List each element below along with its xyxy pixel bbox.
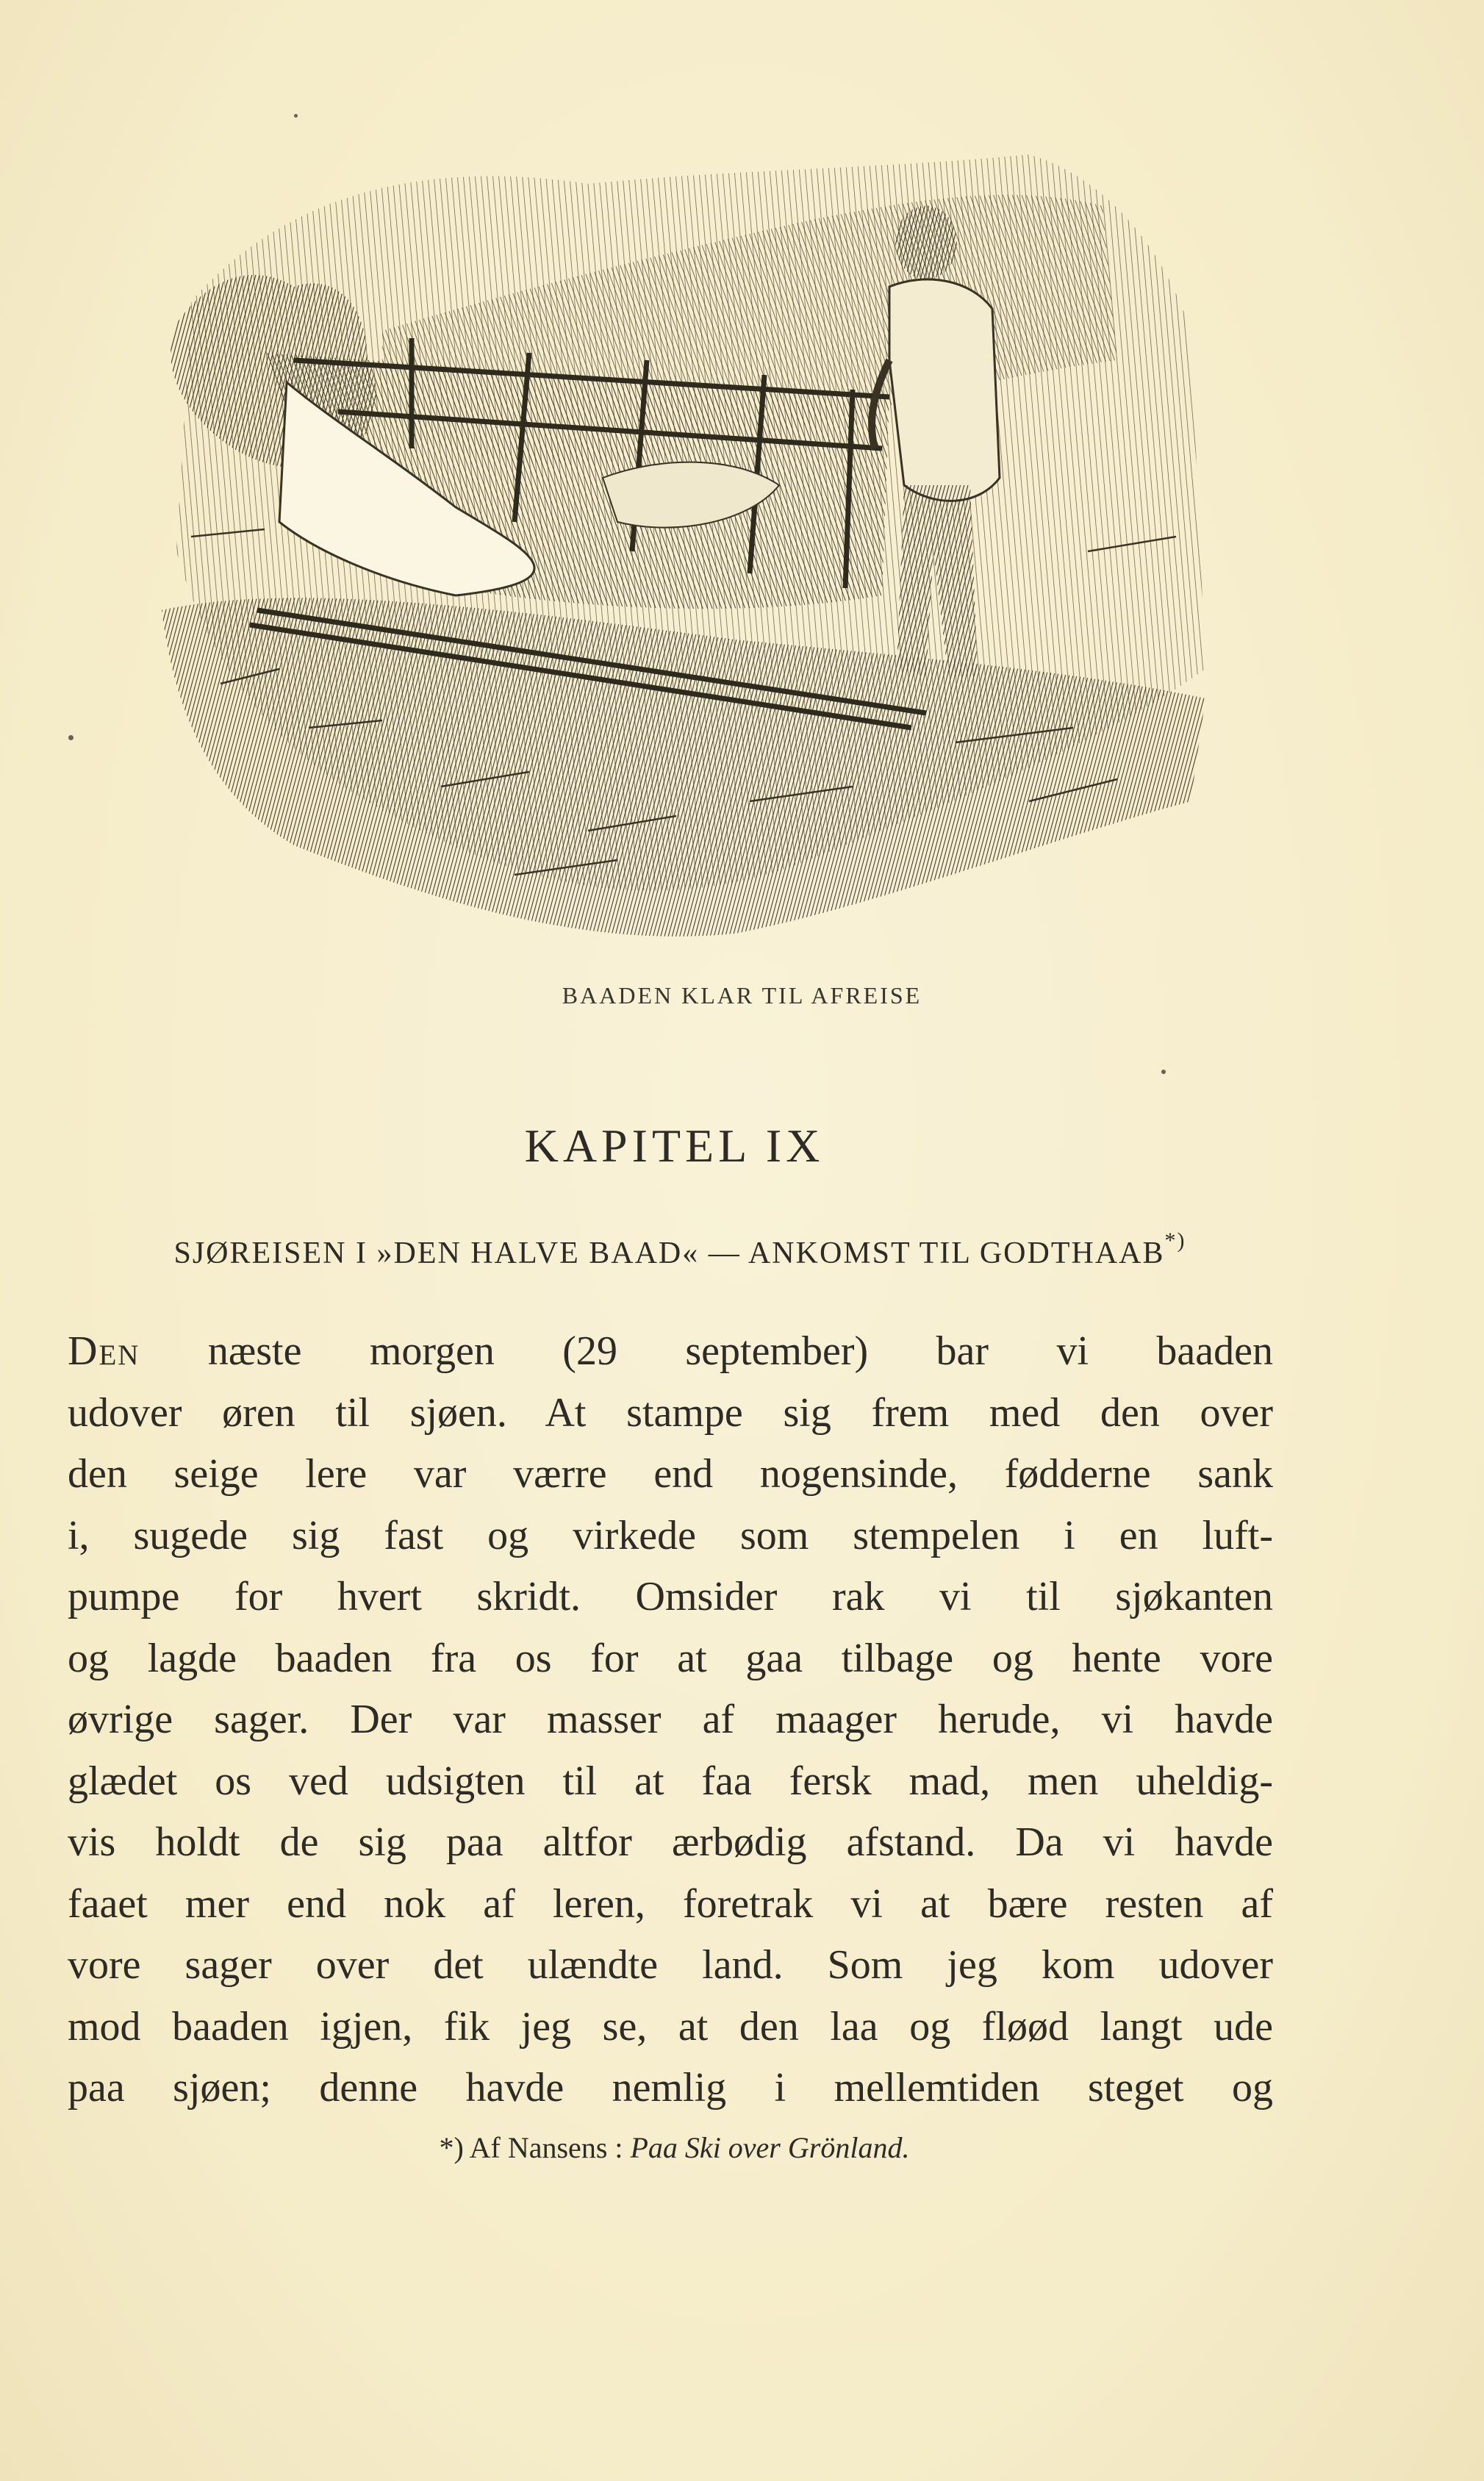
text-line-5: pumpe for hvert skridt. Omsider rak vi til sjøkanten bbox=[68, 1574, 1273, 1619]
chapter-subtitle-text: SJØREISEN I »DEN HALVE BAAD« — ANKOMST TIL GODTHAAB bbox=[173, 1236, 1165, 1270]
text-line-6: og lagde baaden fra os for at gaa tilbage og hente vore bbox=[68, 1635, 1273, 1681]
footnote-mark: *) Af Nansens : bbox=[439, 2131, 623, 2164]
drop-word: Den bbox=[68, 1328, 140, 1374]
text-line-4: i, sugede sig fast og virkede som stempelen i en luft- bbox=[68, 1512, 1273, 1558]
paper-speck bbox=[294, 114, 298, 118]
text-line-8: glædet os ved udsigten til at faa fersk mad, men uheldig- bbox=[68, 1758, 1273, 1804]
text-line-13: paa sjøen; denne havde nemlig i mellemtiden steget og bbox=[68, 2065, 1273, 2111]
text-line-10: faaet mer end nok af leren, foretrak vi at bære resten af bbox=[68, 1880, 1273, 1927]
text-line-1 bbox=[68, 1321, 1273, 1383]
text-line-12: mod baaden igjen, fik jeg se, at den laa og fløød langt ude bbox=[68, 2003, 1273, 2049]
footnote-source: Paa Ski over Grönland. bbox=[630, 2131, 910, 2164]
paper-speck bbox=[68, 735, 74, 740]
text-line-2: udover øren til sjøen. At stampe sig frem med den over bbox=[68, 1389, 1273, 1436]
body-paragraph bbox=[68, 1321, 1273, 2119]
paper-speck bbox=[1161, 1070, 1166, 1074]
chapter-title: KAPITEL IX bbox=[524, 1120, 825, 1172]
text-line-9: vis holdt de sig paa altfor ærbødig afstand. Da vi havde bbox=[68, 1819, 1273, 1865]
footnote bbox=[0, 2130, 1349, 2165]
text-line-11: vore sager over det ulændte land. Som jeg kom udover bbox=[68, 1942, 1273, 1988]
illustration-caption: BAADEN KLAR TIL AFREISE bbox=[562, 982, 922, 1009]
text-line-1-rest: næste morgen (29 september) bar vi baaden bbox=[207, 1328, 1273, 1374]
chapter-subtitle bbox=[74, 1228, 1286, 1271]
text-line-7: øvrige sager. Der var masser af maager herude, vi havde bbox=[68, 1697, 1273, 1742]
engraving-boat-illustration bbox=[147, 140, 1213, 956]
footnote-marker: *) bbox=[1164, 1228, 1186, 1253]
text-line-3: den seige lere var værre end nogensinde, fødderne sank bbox=[68, 1451, 1273, 1497]
